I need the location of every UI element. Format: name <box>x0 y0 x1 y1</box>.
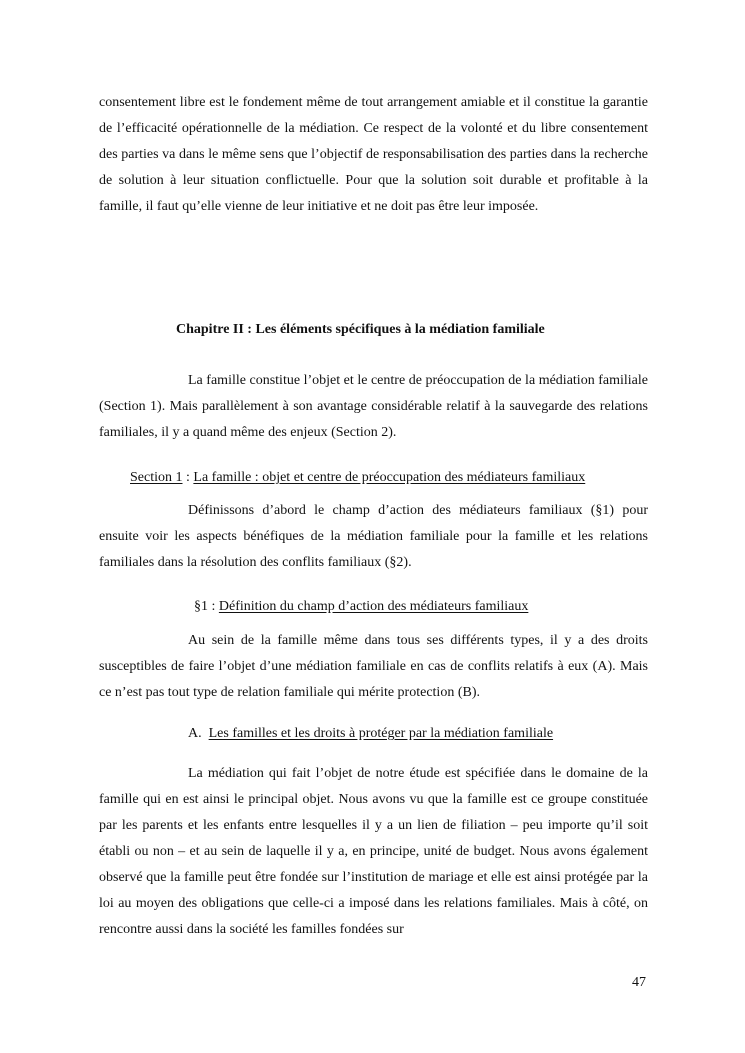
section-1-label: Section 1 <box>130 470 183 485</box>
chapter-title: Chapitre II : Les éléments spécifiques à la médiation familiale <box>176 322 545 337</box>
paragraph-rights: Au sein de la famille même dans tous ses différents types, il y a des droits susceptibles de faire l’objet d’une médiation familiale en cas de conflits relatifs à eux (A). Mais ce n’est pas tout type de relation familiale qui mérite protection (B). <box>99 633 648 700</box>
paragraph-1-title: Définition du champ d’action des médiateurs familiaux <box>218 599 529 614</box>
paragraph-chapter-intro: La famille constitue l’objet et le centre de préoccupation de la médiation familiale (Section 1). Mais parallèlement à son avantage considérable relatif à la sauvegarde des relations familiales, il y a quand même des enjeux (Section 2). <box>99 373 648 440</box>
paragraph-section-1-intro: Définissons d’abord le champ d’action des médiateurs familiaux (§1) pour ensuite voir les aspects bénéfiques de la médiation familiale pour la famille et les relations familiales dans la résolution des conflits familiaux (§2). <box>99 503 648 570</box>
subsection-a-label: A. <box>188 726 202 741</box>
section-1-heading <box>130 468 585 488</box>
subsection-a-heading <box>188 724 553 744</box>
paragraph-mediation-family: La médiation qui fait l’objet de notre étude est spécifiée dans le domaine de la famille qui en est ainsi le principal objet. Nous avons vu que la famille est ce groupe constituée par les parents et les enfants entre lesquelles il y a un lien de filiation – peu importe qu’il soit établi ou non – et au sein de laquelle il y a, en principe, unité de budget. Nous avons également observé que la famille peut être fondée sur l’institution de mariage et elle est ainsi protégée par la loi au moyen des obligations que celle-ci a imposé dans les relations familiales. Mais à côté, on rencontre aussi dans la société les familles fondées sur <box>99 766 648 937</box>
paragraph-1-label: §1 <box>194 599 208 614</box>
paragraph-1-heading <box>194 597 528 617</box>
section-1-separator: : <box>182 470 194 485</box>
paragraph-1-separator: : <box>208 599 219 614</box>
subsection-a-title: Les familles et les droits à protéger par la médiation familiale <box>208 726 554 741</box>
page-number: 47 <box>632 975 646 990</box>
section-1-title: La famille : objet et centre de préoccupation des médiateurs familiaux <box>193 470 586 485</box>
paragraph-consent: consentement libre est le fondement même de tout arrangement amiable et il constitue la garantie de l’efficacité opérationnelle de la médiation. Ce respect de la volonté et du libre consentement des parties va dans le même sens que l’objectif de responsabilisation des parties dans la recherche de solution à leur situation conflictuelle. Pour que la solution soit durable et profitable à la famille, il faut qu’elle vienne de leur initiative et ne doit pas être leur imposée. <box>99 95 648 214</box>
